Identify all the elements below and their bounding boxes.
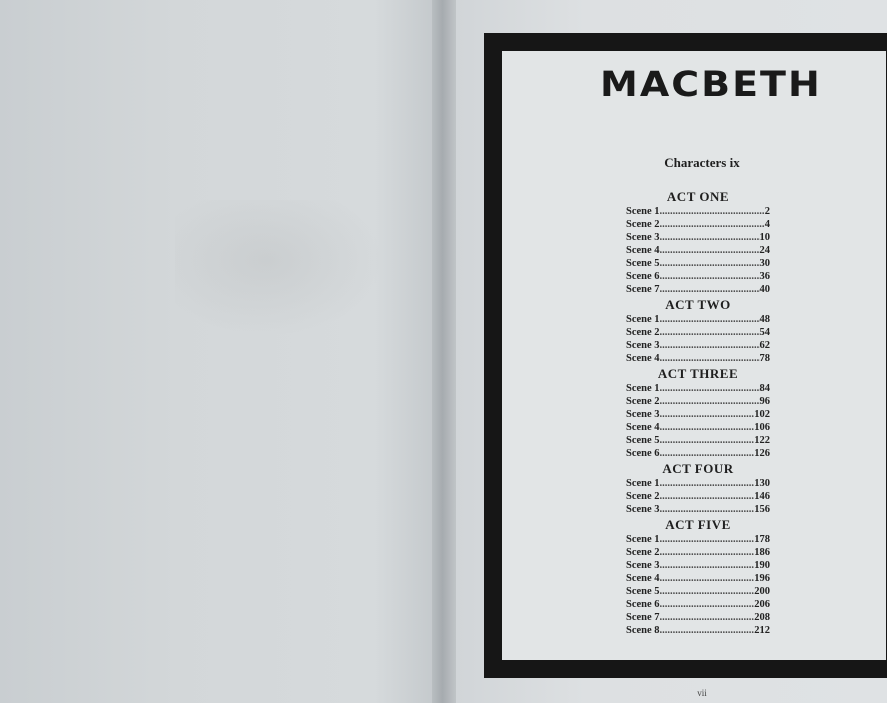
dot-leader xyxy=(660,447,755,460)
toc-entry xyxy=(626,533,770,546)
toc-entry xyxy=(626,611,770,624)
scene-label: Scene 6 xyxy=(626,271,660,282)
scene-label: Scene 2 xyxy=(626,219,660,230)
scene-label: Scene 5 xyxy=(626,435,660,446)
scene-page-number: 96 xyxy=(759,396,770,407)
toc-entry xyxy=(626,313,770,326)
scene-page-number: 208 xyxy=(754,612,770,623)
toc-entry xyxy=(626,326,770,339)
scene-label: Scene 7 xyxy=(626,612,660,623)
toc-entry xyxy=(626,585,770,598)
scene-label: Scene 3 xyxy=(626,409,660,420)
toc-entry xyxy=(626,205,770,218)
scene-label: Scene 1 xyxy=(626,478,660,489)
dot-leader xyxy=(660,559,755,572)
toc-entry xyxy=(626,257,770,270)
toc-entry xyxy=(626,434,770,447)
toc-entry xyxy=(626,270,770,283)
dot-leader xyxy=(660,503,755,516)
scene-page-number: 54 xyxy=(759,327,770,338)
dot-leader xyxy=(660,270,760,283)
scene-page-number: 10 xyxy=(759,232,770,243)
toc-entry xyxy=(626,490,770,503)
dot-leader xyxy=(660,218,765,231)
scene-page-number: 48 xyxy=(759,314,770,325)
toc-entry xyxy=(626,572,770,585)
dot-leader xyxy=(660,382,760,395)
scene-page-number: 122 xyxy=(754,435,770,446)
scene-label: Scene 1 xyxy=(626,383,660,394)
dot-leader xyxy=(660,313,760,326)
scene-label: Scene 5 xyxy=(626,586,660,597)
scene-label: Scene 6 xyxy=(626,448,660,459)
toc-entry xyxy=(626,503,770,516)
scene-page-number: 212 xyxy=(754,625,770,636)
dot-leader xyxy=(660,231,760,244)
toc-entry xyxy=(626,382,770,395)
dot-leader xyxy=(660,546,755,559)
scene-page-number: 36 xyxy=(759,271,770,282)
dot-leader xyxy=(660,572,755,585)
toc-entry xyxy=(626,447,770,460)
dot-leader xyxy=(660,598,755,611)
dot-leader xyxy=(660,352,760,365)
dot-leader xyxy=(660,205,765,218)
toc-entry xyxy=(626,244,770,257)
dot-leader xyxy=(660,244,760,257)
page-number: vii xyxy=(697,688,707,698)
scene-label: Scene 8 xyxy=(626,625,660,636)
scene-label: Scene 3 xyxy=(626,340,660,351)
toc-entry xyxy=(626,231,770,244)
scene-page-number: 190 xyxy=(754,560,770,571)
dot-leader xyxy=(660,408,755,421)
characters-entry: Characters ix xyxy=(664,155,740,170)
left-page xyxy=(0,0,440,703)
scene-label: Scene 5 xyxy=(626,258,660,269)
toc-entry xyxy=(626,421,770,434)
scene-page-number: 78 xyxy=(759,353,770,364)
toc-entry xyxy=(626,283,770,296)
toc-entry xyxy=(626,559,770,572)
scene-page-number: 126 xyxy=(754,448,770,459)
dot-leader xyxy=(660,283,760,296)
act-heading: ACT THREE xyxy=(657,366,739,381)
toc-entry xyxy=(626,477,770,490)
dot-leader xyxy=(660,257,760,270)
dot-leader xyxy=(660,611,755,624)
dot-leader xyxy=(660,490,755,503)
act-heading: ACT TWO xyxy=(665,297,731,312)
show-through-blur xyxy=(175,200,405,350)
scene-page-number: 102 xyxy=(754,409,770,420)
scene-label: Scene 2 xyxy=(626,327,660,338)
scene-page-number: 106 xyxy=(754,422,770,433)
dot-leader xyxy=(660,434,755,447)
scene-page-number: 196 xyxy=(754,573,770,584)
scene-page-number: 30 xyxy=(759,258,770,269)
scene-label: Scene 2 xyxy=(626,491,660,502)
toc-entry xyxy=(626,624,770,637)
book-title: MACBETH xyxy=(600,63,822,105)
scene-page-number: 186 xyxy=(754,547,770,558)
scene-label: Scene 2 xyxy=(626,547,660,558)
scene-label: Scene 4 xyxy=(626,573,660,584)
scene-label: Scene 1 xyxy=(626,534,660,545)
scene-label: Scene 2 xyxy=(626,396,660,407)
scene-page-number: 130 xyxy=(754,478,770,489)
dot-leader xyxy=(660,326,760,339)
scene-page-number: 62 xyxy=(759,340,770,351)
scene-page-number: 4 xyxy=(764,219,770,230)
scene-page-number: 24 xyxy=(759,245,770,256)
scene-page-number: 146 xyxy=(754,491,770,502)
toc-entry xyxy=(626,546,770,559)
scene-page-number: 40 xyxy=(759,284,770,295)
scene-page-number: 156 xyxy=(754,504,770,515)
toc-entry xyxy=(626,395,770,408)
scene-label: Scene 6 xyxy=(626,599,660,610)
scene-label: Scene 4 xyxy=(626,245,660,256)
act-heading: ACT FIVE xyxy=(665,517,731,532)
book-gutter xyxy=(432,0,458,703)
scene-label: Scene 3 xyxy=(626,504,660,515)
dot-leader xyxy=(660,624,755,637)
toc-entry xyxy=(626,352,770,365)
scene-page-number: 84 xyxy=(759,383,770,394)
scene-label: Scene 4 xyxy=(626,353,660,364)
scene-label: Scene 3 xyxy=(626,232,660,243)
dot-leader xyxy=(660,477,755,490)
act-heading: ACT ONE xyxy=(666,189,730,204)
toc-entry xyxy=(626,598,770,611)
toc-entry xyxy=(626,339,770,352)
table-of-contents xyxy=(626,188,770,637)
dot-leader xyxy=(660,421,755,434)
scene-page-number: 200 xyxy=(754,586,770,597)
dot-leader xyxy=(660,395,760,408)
dot-leader xyxy=(660,533,755,546)
scene-label: Scene 3 xyxy=(626,560,660,571)
scene-label: Scene 7 xyxy=(626,284,660,295)
toc-entry xyxy=(626,218,770,231)
scene-page-number: 2 xyxy=(764,206,770,217)
act-heading: ACT FOUR xyxy=(662,461,734,476)
dot-leader xyxy=(660,585,755,598)
scene-page-number: 178 xyxy=(754,534,770,545)
toc-entry xyxy=(626,408,770,421)
scene-label: Scene 1 xyxy=(626,314,660,325)
scene-label: Scene 1 xyxy=(626,206,660,217)
scene-label: Scene 4 xyxy=(626,422,660,433)
scene-page-number: 206 xyxy=(754,599,770,610)
dot-leader xyxy=(660,339,760,352)
